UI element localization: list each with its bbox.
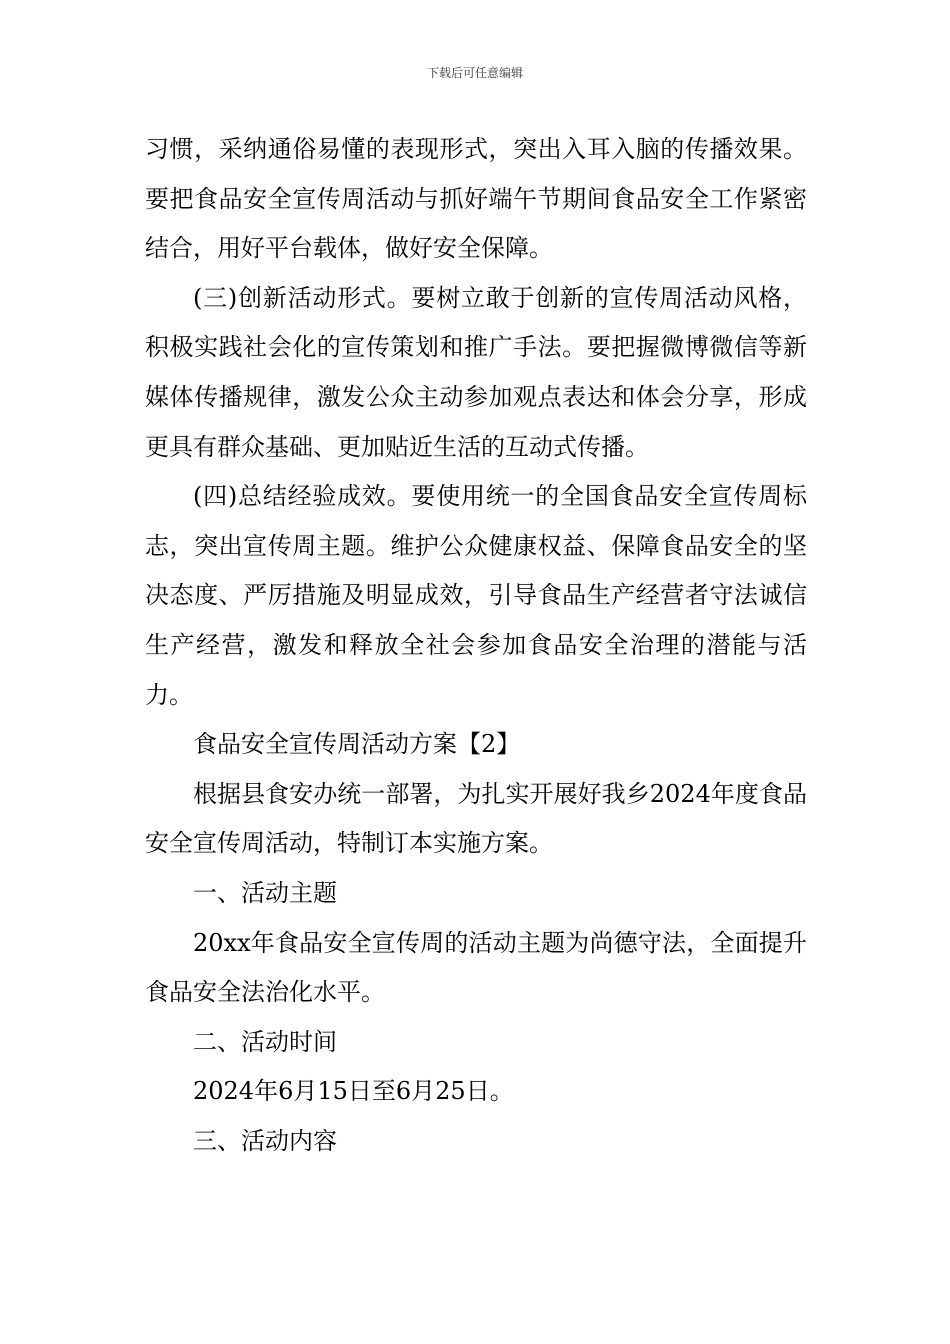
paragraph-time-detail: 2024年6月15日至6月25日。 — [193, 1077, 514, 1106]
paragraph-theme-detail: 20xx年食品安全宣传周的活动主题为尚德守法，全面提升食品安全法治化水平。 — [145, 928, 807, 1007]
heading-activity-content: 三、活动内容 — [193, 1126, 337, 1155]
paragraph-summarize-experience: (四)总结经验成效。要使用统一的全国食品安全宣传周标志，突出宣传周主题。维护公众健康权益、保障食品安全的坚决态度、严厉措施及明显成效，引导食品生产经营者守法诚信生产经营，激发和释放全社会参加食品安全治理的潜能与活力。 — [145, 482, 807, 709]
paragraph-intro: 根据县食安办统一部署，为扎实开展好我乡2024年度食品安全宣传周活动，特制订本实施方案。 — [145, 779, 807, 858]
paragraph-continuation: 习惯，采纳通俗易懂的表现形式，突出入耳入脑的传播效果。要把食品安全宣传周活动与抓好端午节期间食品安全工作紧密结合，用好平台载体，做好安全保障。 — [145, 135, 807, 263]
heading-activity-time: 二、活动时间 — [193, 1027, 337, 1056]
section-title-plan-2: 食品安全宣传周活动方案【2】 — [193, 730, 521, 759]
heading-activity-theme: 一、活动主题 — [193, 878, 337, 907]
paragraph-innovate-activity-form: (三)创新活动形式。要树立敢于创新的宣传周活动风格，积极实践社会化的宣传策划和推广手法。要把握微博微信等新媒体传播规律，激发公众主动参加观点表达和体会分享，形成更具有群众基础、更加贴近生活的互动式传播。 — [145, 283, 807, 461]
document-body — [145, 125, 807, 1166]
page-header: 下载后可任意编辑 — [426, 66, 523, 80]
